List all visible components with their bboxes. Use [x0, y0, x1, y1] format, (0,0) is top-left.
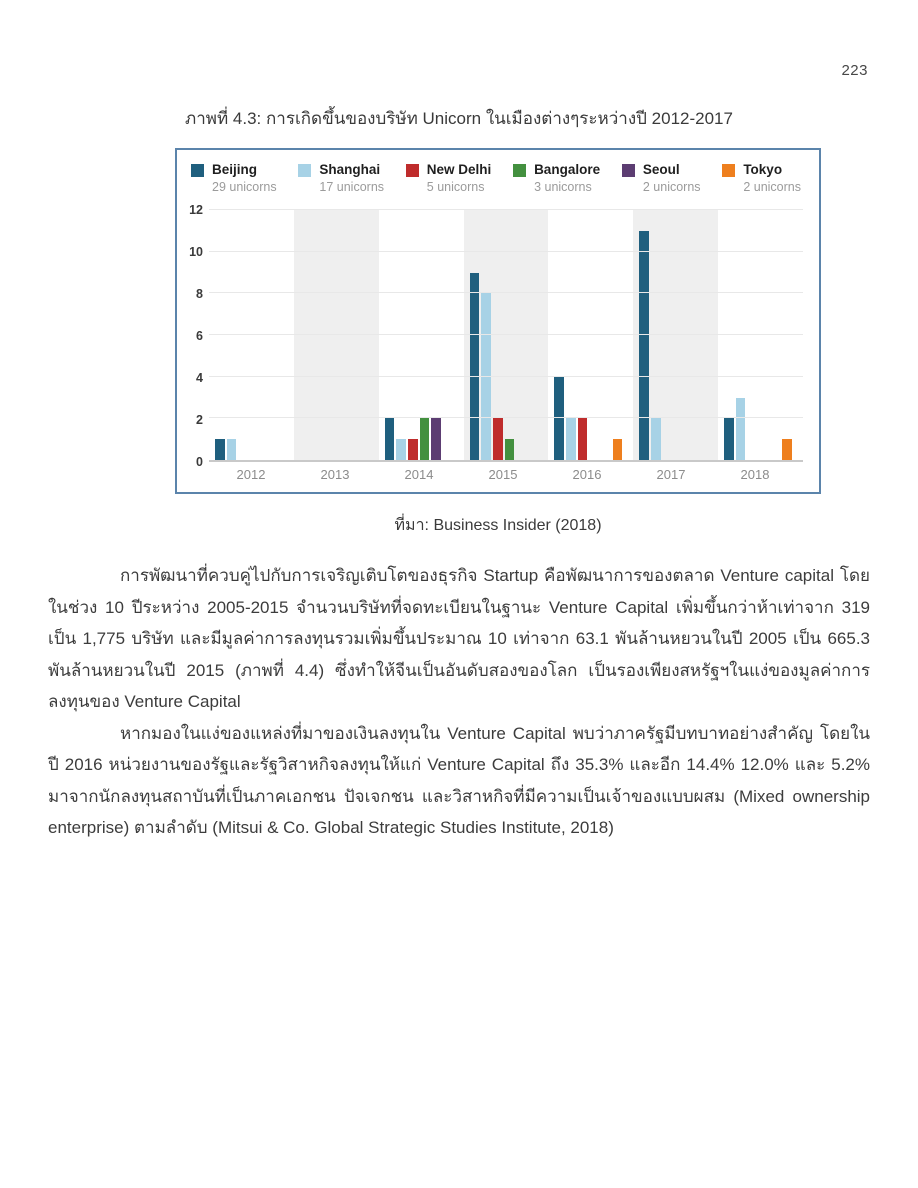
legend-item-seoul: [622, 162, 701, 206]
bar-group-2015: [470, 210, 538, 460]
y-axis-label: 12: [189, 203, 203, 217]
legend-swatch-new-delhi: [406, 164, 419, 177]
gridline: [209, 334, 803, 335]
x-labels: [209, 467, 797, 482]
y-axis-label: 8: [196, 287, 203, 301]
legend-label: Seoul: [642, 162, 680, 177]
bar-group-2014: [385, 210, 453, 460]
gridline: [209, 417, 803, 418]
gridline: [209, 292, 803, 293]
bar-group-2016: [554, 210, 622, 460]
x-axis-label-2018: 2018: [740, 467, 770, 482]
page-number: 223: [841, 62, 868, 79]
bar-new-delhi-2016: [578, 418, 588, 460]
legend-item-beijing: [191, 162, 277, 206]
bar-bangalore-2014: [420, 418, 430, 460]
legend-swatch-bangalore: [513, 164, 526, 177]
y-axis-label: 2: [196, 413, 203, 427]
bar-beijing-2018: [724, 418, 734, 460]
figure-title: ภาพที่ 4.3: การเกิดขึ้นของบริษัท Unicorn ในเมืองต่างๆระหว่างปี 2012-2017: [185, 109, 733, 128]
x-axis-label-2015: 2015: [488, 467, 518, 482]
legend-sublabel: 2 unicorns: [743, 180, 801, 194]
unicorn-bar-chart: [175, 148, 821, 494]
legend-item-bangalore: [513, 162, 600, 206]
legend-sublabel: 3 unicorns: [534, 180, 592, 194]
legend-swatch-seoul: [622, 164, 635, 177]
bar-beijing-2017: [639, 231, 649, 460]
legend-sublabel: 5 unicorns: [426, 180, 485, 194]
paragraph-1: การพัฒนาที่ควบคู่ไปกับการเจริญเติบโตของธุรกิจ Startup คือพัฒนาการของตลาด Venture capital โดยในช่วง 10 ปีระหว่าง 2005-2015 จำนวนบริษัทที่จดทะเบียนในฐานะ Venture Capital เพิ่มขึ้นกว่าห้าเท่าจาก 319 เป็น 1,775 บริษัท และมีมูลค่าการลงทุนรวมเพิ่มขึ้นประมาณ 10 เท่าจาก 63.1 พันล้านหยวนในปี 2005 เป็น 665.3 พันล้านหยวนในปี 2015 (ภาพที่ 4.4) ซึ่งทำให้จีนเป็นอันดับสองของโลก เป็นรองเพียงสหรัฐฯในแง่ของมูลค่าการลงทุนของ Venture Capital: [48, 566, 870, 711]
gridline: [209, 376, 803, 377]
bar-shanghai-2014: [396, 439, 406, 460]
bar-shanghai-2016: [566, 418, 576, 460]
bar-bangalore-2015: [505, 439, 515, 460]
chart-legend: [183, 160, 807, 206]
x-axis-label-2013: 2013: [320, 467, 350, 482]
legend-label: Tokyo: [743, 162, 783, 177]
bar-group-2018: [724, 210, 792, 460]
bar-group-2017: [639, 210, 707, 460]
bar-tokyo-2016: [613, 439, 623, 460]
bar-beijing-2012: [215, 439, 225, 460]
bar-shanghai-2018: [736, 398, 746, 461]
paragraph-2: หากมองในแง่ของแหล่งที่มาของเงินลงทุนใน Venture Capital พบว่าภาครัฐมีบทบาทอย่างสำคัญ โดยในปี 2016 หน่วยงานของรัฐและรัฐวิสาหกิจลงทุนให้แก่ Venture Capital ถึง 35.3% และอีก 14.4% 12.0% และ 5.2% มาจากนักลงทุนสถาบันที่เป็นภาคเอกชน ปัจเจกชน และวิสาหกิจที่มีความเป็นเจ้าของแบบผสม (Mixed ownership enterprise) ตามลำดับ (Mitsui & Co. Global Strategic Studies Institute, 2018): [48, 723, 870, 837]
y-axis: [183, 203, 209, 469]
plot-row: [183, 203, 807, 469]
legend-label: Bangalore: [534, 162, 601, 177]
legend-label: New Delhi: [426, 162, 492, 177]
body-text: [48, 560, 870, 844]
gridline: [209, 209, 803, 210]
year-column-2014: [379, 210, 464, 460]
legend-label: Beijing: [212, 162, 258, 177]
year-column-2012: [209, 210, 294, 460]
year-column-2016: [548, 210, 633, 460]
y-axis-label: 6: [196, 329, 203, 343]
bar-beijing-2015: [470, 273, 480, 461]
year-column-2015: [464, 210, 549, 460]
legend-label: Shanghai: [319, 162, 381, 177]
bar-shanghai-2017: [651, 418, 661, 460]
year-column-2018: [718, 210, 803, 460]
y-axis-label: 4: [196, 371, 203, 385]
y-axis-label: 10: [189, 245, 203, 259]
legend-sublabel: 17 unicorns: [319, 180, 385, 194]
plot-columns: [209, 210, 803, 460]
bar-group-2012: [215, 210, 283, 460]
legend-sublabel: 2 unicorns: [642, 180, 701, 194]
legend-sublabel: 29 unicorns: [212, 180, 277, 194]
gridline: [209, 251, 803, 252]
plot-area: [209, 210, 803, 462]
year-column-2013: [294, 210, 379, 460]
bar-new-delhi-2014: [408, 439, 418, 460]
bar-new-delhi-2015: [493, 418, 503, 460]
legend-swatch-tokyo: [722, 164, 735, 177]
y-axis-label: 0: [196, 455, 203, 469]
legend-swatch-shanghai: [298, 164, 311, 177]
legend-item-new-delhi: [406, 162, 492, 206]
bar-beijing-2014: [385, 418, 395, 460]
x-axis-label-2017: 2017: [656, 467, 686, 482]
year-column-2017: [633, 210, 718, 460]
legend-item-shanghai: [298, 162, 384, 206]
x-axis-label-2016: 2016: [572, 467, 602, 482]
legend-item-tokyo: [722, 162, 801, 206]
x-axis-label-2012: 2012: [236, 467, 266, 482]
legend-swatch-beijing: [191, 164, 204, 177]
bar-shanghai-2015: [481, 293, 491, 460]
bar-group-2013: [300, 210, 368, 460]
bar-tokyo-2018: [782, 439, 792, 460]
x-axis-label-2014: 2014: [404, 467, 434, 482]
bar-shanghai-2012: [227, 439, 237, 460]
source-caption: ที่มา: Business Insider (2018): [394, 517, 602, 534]
bar-seoul-2014: [431, 418, 441, 460]
